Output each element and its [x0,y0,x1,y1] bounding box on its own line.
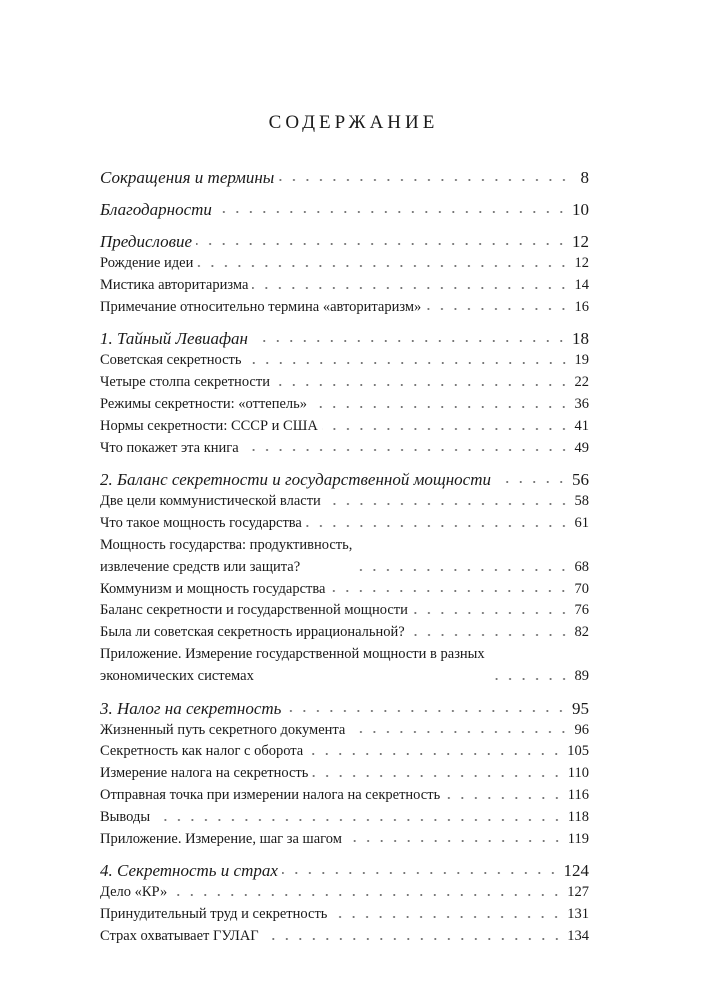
dot-leader [252,285,570,291]
dot-leader [489,676,571,682]
entry-title: 1. Тайный Левиафан [100,329,248,349]
dot-leader [349,729,570,735]
entry-title: Страх охватывает ГУЛАГ [100,927,259,944]
dot-leader [331,914,563,920]
toc-subentry[interactable] [100,926,589,948]
page-number: 16 [574,298,589,315]
dot-leader [171,892,563,898]
toc-section [100,468,589,687]
entry-title: Баланс секретности и государственной мощности [100,602,408,619]
toc-subentry[interactable] [100,297,589,319]
page-number: 96 [574,721,589,738]
page-number: 76 [574,602,589,619]
page-number: 110 [567,765,589,782]
toc-subentry[interactable] [100,394,589,416]
toc-subentry[interactable] [100,622,589,644]
toc-subentry[interactable] [100,275,589,297]
toc-subentry[interactable] [100,741,589,763]
entry-title: Мистика авторитаризма [100,276,249,293]
toc-subentry[interactable] [100,807,589,829]
toc-subentry[interactable] [100,644,589,688]
page-number: 8 [580,168,589,187]
dot-leader [274,382,571,388]
entry-title: Коммунизм и мощность государства [100,580,326,597]
entry-title: Советская секретность [100,352,242,369]
dot-leader [346,838,564,844]
dot-leader [329,588,570,594]
toc-section [100,697,589,851]
page-number: 41 [574,417,589,434]
page-number: 124 [563,861,589,881]
toc-subentry[interactable] [100,829,589,851]
page-number: 134 [567,927,589,944]
page-number: 95 [572,698,589,718]
page-number: 12 [574,255,589,271]
dot-leader [246,360,571,366]
toc-section [100,327,589,459]
page-number: 89 [574,667,589,684]
entry-title: Выводы [100,808,151,825]
page-number: 36 [574,395,589,412]
toc-subentry[interactable] [100,416,589,438]
entry-title: 4. Секретность и страх [100,861,278,881]
toc-subentry[interactable] [100,600,589,622]
dot-leader [307,751,563,757]
dot-leader [243,447,571,453]
toc-subentry[interactable] [100,253,589,275]
toc-chapter-entry[interactable] [100,198,589,221]
entry-title: Что покажет эта книга [100,439,239,456]
page-number: 119 [567,830,589,847]
dot-leader [412,610,571,616]
page-number: 70 [574,580,589,597]
page-number: 127 [567,884,589,901]
page-number: 14 [574,276,589,293]
toc-subentry[interactable] [100,350,589,372]
toc-subentry[interactable] [100,763,589,785]
toc-section [100,859,589,947]
dot-leader [311,404,570,410]
entry-title: Отправная точка при измерении налога на секретность [100,786,441,803]
toc-subentry[interactable] [100,882,589,904]
dot-leader [285,708,568,714]
entry-title: 2. Баланс секретности и государственной мощности [100,470,492,490]
entry-title: Примечание относительно термина «авторитаризм» [100,298,422,315]
dot-leader [263,936,564,942]
entry-title: Приложение. Измерение государственной мощности в разных экономических системах [100,645,485,684]
toc-chapter-entry[interactable] [100,697,589,720]
entry-title: Режимы секретности: «оттепель» [100,395,308,412]
page-number: 19 [574,352,589,369]
page-number: 131 [567,906,589,923]
dot-leader [312,773,563,779]
toc-subentry[interactable] [100,720,589,742]
entry-title: Предисловие [100,232,193,251]
toc-chapter-entry[interactable] [100,859,589,882]
dot-leader [278,177,571,183]
toc-subentry[interactable] [100,491,589,513]
dot-leader [425,306,570,312]
dot-leader [495,479,568,485]
entry-title: Приложение. Измерение, шаг за шагом [100,830,342,847]
entry-title: Благодарности [100,200,212,219]
page-number: 118 [567,808,589,825]
page-number: 58 [574,493,589,510]
toc-section [100,166,589,189]
entry-title: Принудительный труд и секретность [100,906,328,923]
page-number: 12 [572,232,589,251]
page-number: 68 [574,558,589,575]
entry-title: Сокращения и термины [100,168,275,187]
dot-leader [154,817,564,823]
dot-leader [444,795,564,801]
toc-subentry[interactable] [100,372,589,394]
dot-leader [409,632,571,638]
toc-chapter-entry[interactable] [100,327,589,350]
table-of-contents [100,166,589,957]
entry-title: Измерение налога на секретность [100,765,309,782]
entry-title: Секретность как налог с оборота [100,743,304,760]
toc-section [100,198,589,221]
page-number: 82 [574,624,589,641]
page-number: 10 [572,200,589,219]
dot-leader [282,870,560,876]
entry-title: Рождение идеи [100,255,194,271]
page-number: 49 [574,439,589,456]
page-number: 61 [574,515,589,532]
page-title: СОДЕРЖАНИЕ [268,112,439,133]
entry-title: Мощность государства: продуктивность, извлечение средств или защита? [100,536,353,575]
page-number: 116 [567,786,589,803]
dot-leader [356,567,570,573]
page-number: 105 [567,743,589,760]
toc-chapter-entry[interactable] [100,468,589,491]
toc-subentry[interactable] [100,438,589,460]
entry-title: Четыре столпа секретности [100,374,270,391]
toc-subentry[interactable] [100,513,589,535]
dot-leader [252,338,568,344]
toc-section [100,230,589,318]
entry-title: 3. Налог на секретность [100,698,282,718]
toc-subentry[interactable] [100,785,589,807]
page-number: 18 [572,329,589,349]
entry-title: Нормы секретности: СССР и США [100,417,318,434]
dot-leader [197,263,570,269]
page-number: 22 [574,374,589,391]
toc-chapter-entry[interactable] [100,230,589,253]
dot-leader [325,501,571,507]
toc-subentry[interactable] [100,535,589,579]
page-number: 56 [572,470,589,490]
dot-leader [306,523,571,529]
entry-title: Жизненный путь секретного документа [100,721,346,738]
toc-subentry[interactable] [100,579,589,601]
toc-chapter-entry[interactable] [100,166,589,189]
toc-subentry[interactable] [100,904,589,926]
entry-title: Дело «КР» [100,884,168,901]
entry-title: Что такое мощность государства [100,515,302,532]
dot-leader [322,426,571,432]
dot-leader [196,241,568,247]
entry-title: Две цели коммунистической власти [100,493,321,510]
entry-title: Была ли советская секретность иррациональной? [100,624,405,641]
dot-leader [216,209,568,215]
